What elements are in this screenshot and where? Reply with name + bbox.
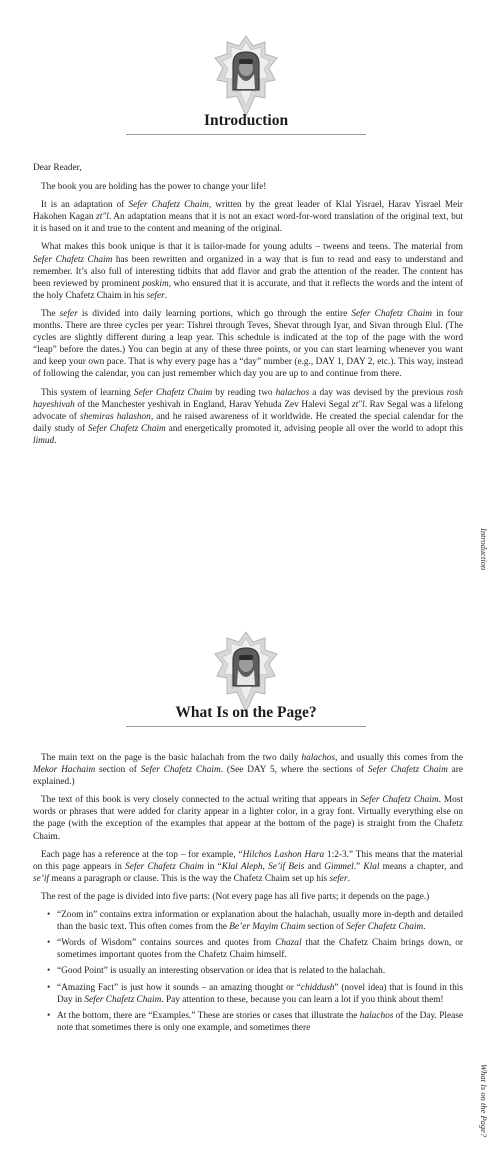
paragraph: Each page has a reference at the top – for example, “Hilchos Lashon Hara 1:2-3.” This means that the material on this page appears in Sefer Chafetz Chaim in “Klal Aleph, Se’if Beis and Gimmel.” Klal means a chapter, and se’if means a paragraph or clause. This is the way the Chafetz Chaim set up his sefer. — [33, 849, 464, 884]
heading-underline — [126, 134, 366, 135]
page-heading: What Is on the Page? — [175, 704, 317, 721]
paragraph: It is an adaptation of Sefer Chafetz Chaim, written by the great leader of Klal Yisrael, Harav Yisrael Meir Hakohen Kagan zt"l. An adaptation means that it is not an exact word-for-word translation of the original text, but it is based on it and true to the content and meaning of the original. — [33, 200, 463, 235]
list-item: • “Amazing Fact” is just how it sounds – an amazing thought or “chiddush” (novel idea) that is found in this Day in Sefer Chafetz Chaim. Pay attention to these, because you can learn a lot if you think about them! — [47, 982, 463, 1006]
heading-underline — [126, 726, 366, 727]
paragraph: The book you are holding has the power to change your life! — [41, 182, 267, 193]
page-heading: Introduction — [203, 112, 289, 129]
paragraph: The text of this book is very closely connected to the actual writing that appears in Sefer Chafetz Chaim. Most words or phrases that were added for clarity appear in a lighter color, in a gray font. Virtually everything else on the page (with the exception of the examples that appear at the bottom of the page) is straight from the Chafetz Chaim. — [33, 795, 463, 842]
ornamental-frame-portrait-icon — [213, 630, 279, 714]
paragraph: The main text on the page is the basic halachah from the two daily halachos, and usually this comes from the Mekor Hachaim section of Sefer Chafetz Chaim. (See DAY 5, where the sections of Sefer Chafetz Chaim are explained.) — [33, 753, 463, 788]
what-is-on-the-page-page — [0, 578, 492, 1156]
paragraph: The rest of the page is divided into five parts: (Not every page has all five parts; it depends on the page.) — [41, 891, 430, 902]
paragraph: This system of learning Sefer Chafetz Chaim by reading two halachos a day was devised by the previous rosh hayeshivah of the Manchester yeshivah in England, Harav Yehuda Zev Halevi Segal zt"l. Rav Segal was a lifelong advocate of shemiras halashon, and he raised awareness of it worldwide. He created the special calendar for the daily study of Sefer Chafetz Chaim and energetically promoted it, advising people all over the world to adopt this limud. — [33, 387, 464, 446]
list-item: • At the bottom, there are “Examples.” These are stories or cases that illustrate the halachos of the Day. Please note that sometimes there is only one example, and sometimes there — [47, 1010, 463, 1034]
list-item: • “Good Point” is usually an interesting observation or idea that is related to the halachah. — [47, 965, 463, 977]
heading-block — [0, 112, 492, 135]
list-item: • “Zoom in” contains extra information or explanation about the halachah, usually more in-depth and detailed than the basic text. This often comes from the Be’er Mayim Chaim section of Sefer Chafetz Chaim. — [47, 909, 463, 933]
salutation: Dear Reader, — [33, 163, 82, 173]
running-side-label: What Is on the Page? — [479, 1064, 489, 1138]
introduction-body — [33, 162, 463, 453]
what-is-on-page-body — [33, 752, 463, 1038]
page-parts-list — [47, 909, 463, 1034]
paragraph: What makes this book unique is that it is tailor-made for young adults – tweens and teens. The material from Sefer Chafetz Chaim has been rewritten and organized in a way that is fun to read and easy to understand and remember. It’s also full of interesting tidbits that add flavor and grab the attention of the reader. The content has been reviewed by prominent poskim, who ensured that it is accurate, and that it reflects the words and the intent of the holy Chafetz Chaim in his sefer. — [33, 242, 463, 301]
running-side-label: Introduction — [479, 528, 489, 571]
heading-block — [0, 704, 492, 727]
paragraph: The sefer is divided into daily learning portions, which go through the entire Sefer Chafetz Chaim in four months. There are three cycles per year: Tishrei through Teves, Shevat through Iyar, and Sivan through Elul. (The cycles are slightly different during a leap year. This schedule is indicated at the top of the page with the word “leap” before the dates.) You can begin at any of these three points, or you can start learning whenever you want and keep your own pace. That is why every page has a “day” number (e.g., DAY 1, DAY 2, etc.). This way, instead of following the calendar, you can just remember which day you are up to and continue from there. — [33, 308, 463, 380]
list-item: • “Words of Wisdom” contains sources and quotes from Chazal that the Chafetz Chaim brings down, or sometimes important quotes from the Chafetz Chaim himself. — [47, 937, 463, 961]
ornamental-frame-portrait-icon — [213, 34, 279, 118]
